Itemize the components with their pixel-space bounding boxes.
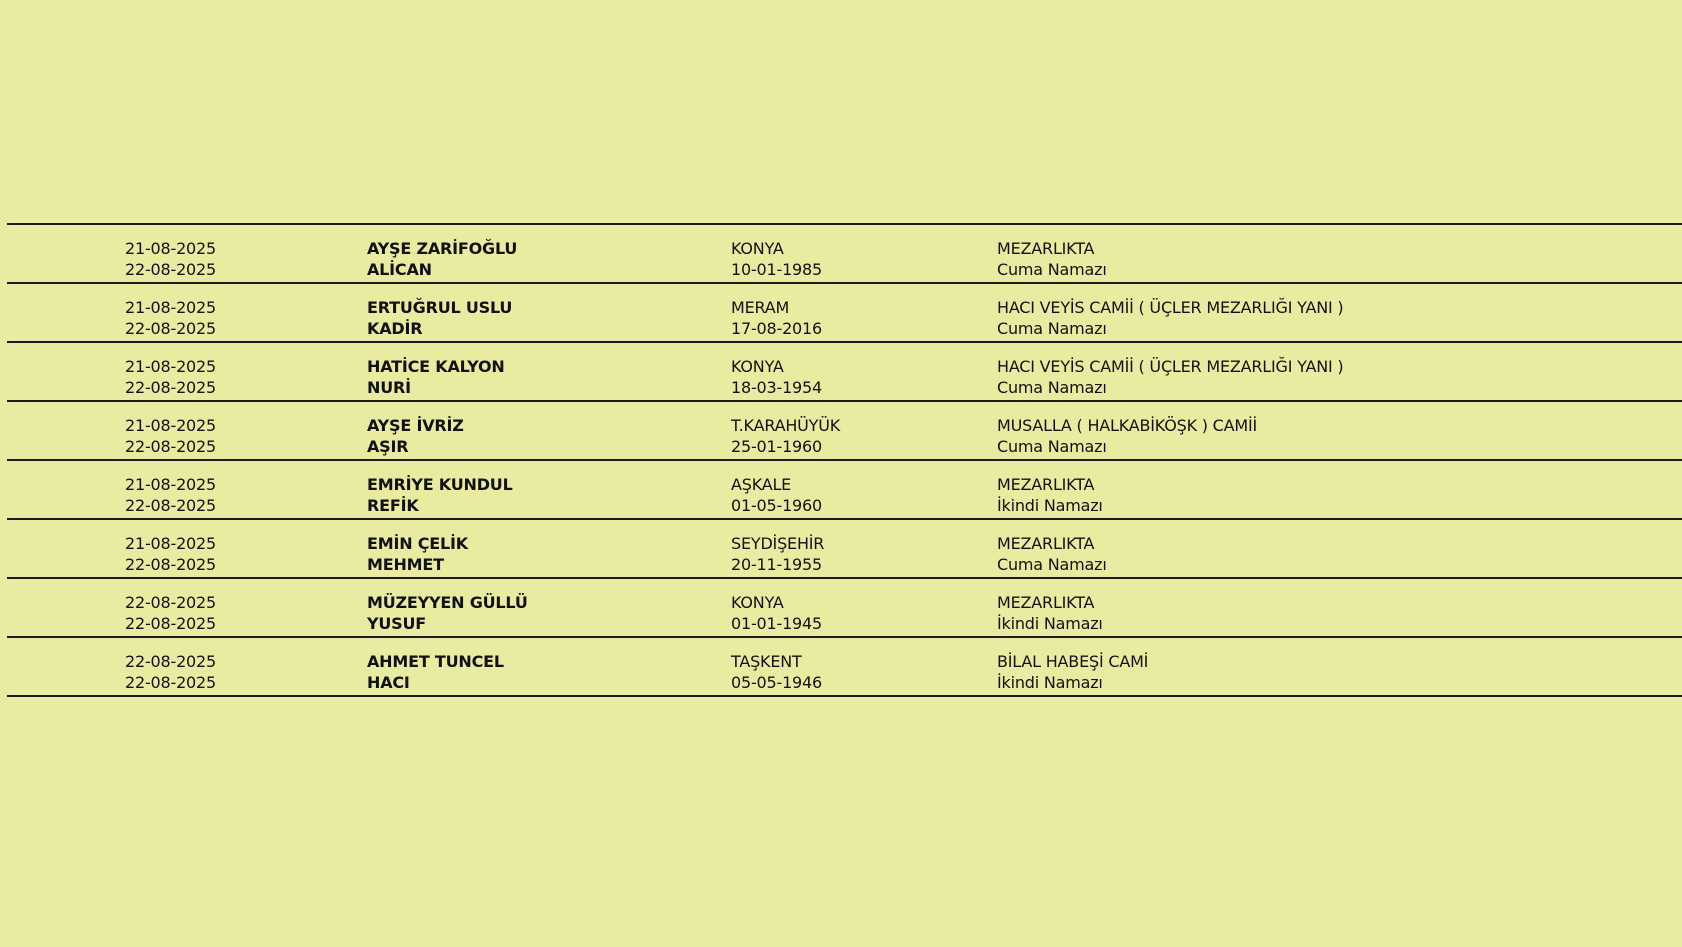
name-cell: [367, 238, 517, 280]
death-date: 22-08-2025: [125, 593, 216, 612]
location-cell: [997, 415, 1257, 457]
name-cell: [367, 651, 504, 693]
birth-date: 17-08-2016: [731, 319, 822, 338]
place-cell: [731, 474, 822, 516]
birth-place: T.KARAHÜYÜK: [731, 416, 841, 435]
funeral-location: MEZARLIKTA: [997, 239, 1095, 258]
table-row: [7, 343, 1682, 402]
table-row: [7, 461, 1682, 520]
birth-date: 01-05-1960: [731, 496, 822, 515]
death-date: 21-08-2025: [125, 298, 216, 317]
funeral-location: MEZARLIKTA: [997, 593, 1095, 612]
birth-date: 25-01-1960: [731, 437, 822, 456]
burial-date: 22-08-2025: [125, 496, 216, 515]
table-row: [7, 579, 1682, 638]
father-name: MEHMET: [367, 555, 444, 574]
prayer-time: Cuma Namazı: [997, 378, 1107, 397]
dates-cell: [125, 533, 216, 575]
birth-date: 10-01-1985: [731, 260, 822, 279]
name-cell: [367, 474, 513, 516]
dates-cell: [125, 238, 216, 280]
prayer-time: İkindi Namazı: [997, 614, 1103, 633]
funeral-location: HACI VEYİS CAMİİ ( ÜÇLER MEZARLIĞI YANI ): [997, 357, 1344, 376]
name-cell: [367, 297, 512, 339]
name-cell: [367, 533, 468, 575]
prayer-time: Cuma Namazı: [997, 319, 1107, 338]
funeral-location: MEZARLIKTA: [997, 534, 1095, 553]
deceased-name: ERTUĞRUL USLU: [367, 298, 513, 317]
death-date: 22-08-2025: [125, 652, 216, 671]
prayer-time: Cuma Namazı: [997, 437, 1107, 456]
birth-place: AŞKALE: [731, 475, 792, 494]
funeral-location: MUSALLA ( HALKABİKÖŞK ) CAMİİ: [997, 416, 1258, 435]
birth-place: MERAM: [731, 298, 790, 317]
prayer-time: İkindi Namazı: [997, 673, 1103, 692]
father-name: HACI: [367, 673, 410, 692]
dates-cell: [125, 356, 216, 398]
location-cell: [997, 651, 1148, 693]
prayer-time: Cuma Namazı: [997, 260, 1107, 279]
father-name: KADİR: [367, 319, 423, 338]
name-cell: [367, 415, 464, 457]
deceased-name: HATİCE KALYON: [367, 357, 505, 376]
death-date: 21-08-2025: [125, 357, 216, 376]
father-name: YUSUF: [367, 614, 427, 633]
place-cell: [731, 533, 824, 575]
place-cell: [731, 297, 822, 339]
birth-place: KONYA: [731, 593, 784, 612]
prayer-time: Cuma Namazı: [997, 555, 1107, 574]
location-cell: [997, 533, 1107, 575]
deceased-name: EMİN ÇELİK: [367, 534, 468, 553]
table-row: [7, 225, 1682, 284]
deceased-name: EMRİYE KUNDUL: [367, 475, 513, 494]
table-row: [7, 520, 1682, 579]
location-cell: [997, 592, 1103, 634]
funeral-location: HACI VEYİS CAMİİ ( ÜÇLER MEZARLIĞI YANI ): [997, 298, 1344, 317]
place-cell: [731, 651, 822, 693]
funeral-location: BİLAL HABEŞİ CAMİ: [997, 652, 1149, 671]
burial-date: 22-08-2025: [125, 555, 216, 574]
place-cell: [731, 415, 840, 457]
birth-place: KONYA: [731, 239, 784, 258]
father-name: AŞIR: [367, 437, 409, 456]
father-name: NURİ: [367, 378, 411, 397]
location-cell: [997, 474, 1103, 516]
burial-date: 22-08-2025: [125, 614, 216, 633]
dates-cell: [125, 592, 216, 634]
deceased-name: MÜZEYYEN GÜLLÜ: [367, 593, 528, 612]
birth-place: TAŞKENT: [731, 652, 802, 671]
burial-date: 22-08-2025: [125, 319, 216, 338]
death-date: 21-08-2025: [125, 475, 216, 494]
deceased-name: AYŞE ZARİFOĞLU: [367, 239, 518, 258]
table-row: [7, 402, 1682, 461]
funeral-location: MEZARLIKTA: [997, 475, 1095, 494]
location-cell: [997, 356, 1343, 398]
dates-cell: [125, 651, 216, 693]
deceased-name: AHMET TUNCEL: [367, 652, 504, 671]
birth-place: SEYDİŞEHİR: [731, 534, 825, 553]
location-cell: [997, 297, 1343, 339]
name-cell: [367, 592, 528, 634]
death-date: 21-08-2025: [125, 534, 216, 553]
dates-cell: [125, 297, 216, 339]
father-name: REFİK: [367, 496, 419, 515]
burial-date: 22-08-2025: [125, 437, 216, 456]
burial-date: 22-08-2025: [125, 673, 216, 692]
place-cell: [731, 238, 822, 280]
birth-date: 01-01-1945: [731, 614, 822, 633]
father-name: ALİCAN: [367, 260, 432, 279]
birth-place: KONYA: [731, 357, 784, 376]
birth-date: 18-03-1954: [731, 378, 822, 397]
name-cell: [367, 356, 505, 398]
place-cell: [731, 356, 822, 398]
dates-cell: [125, 474, 216, 516]
table-row: [7, 638, 1682, 697]
burial-date: 22-08-2025: [125, 378, 216, 397]
place-cell: [731, 592, 822, 634]
dates-cell: [125, 415, 216, 457]
funeral-list-table: [7, 223, 1682, 697]
deceased-name: AYŞE İVRİZ: [367, 416, 464, 435]
location-cell: [997, 238, 1107, 280]
birth-date: 05-05-1946: [731, 673, 822, 692]
table-row: [7, 284, 1682, 343]
death-date: 21-08-2025: [125, 239, 216, 258]
birth-date: 20-11-1955: [731, 555, 822, 574]
burial-date: 22-08-2025: [125, 260, 216, 279]
prayer-time: İkindi Namazı: [997, 496, 1103, 515]
death-date: 21-08-2025: [125, 416, 216, 435]
